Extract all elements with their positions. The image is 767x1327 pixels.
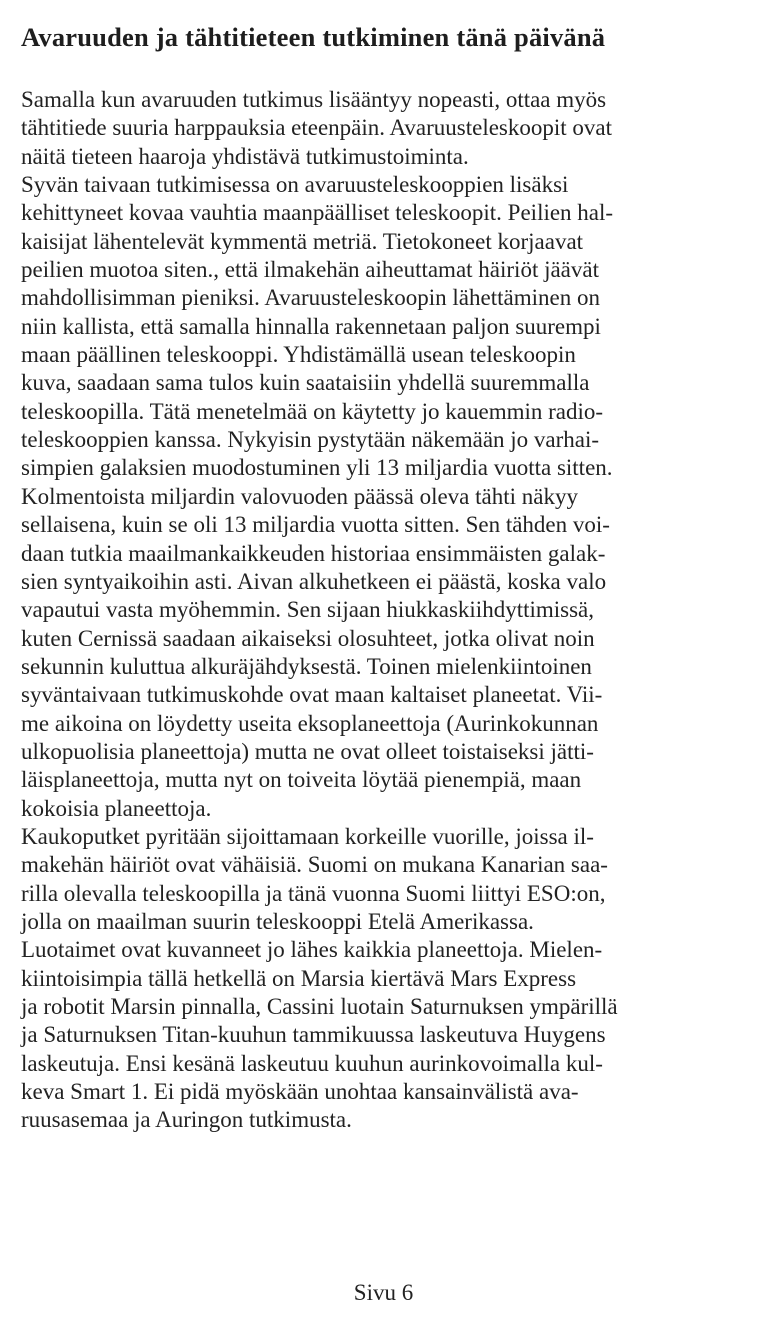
text-line: teleskooppien kanssa. Nykyisin pystytään näkemään jo varhai- [21, 427, 600, 453]
text-line: rilla olevalla teleskoopilla ja tänä vuonna Suomi liittyi ESO:on, [21, 880, 606, 906]
text-line: ja robotit Marsin pinnalla, Cassini luotain Saturnuksen ympärillä [21, 994, 618, 1019]
text-line: sekunnin kuluttua alkuräjähdyksestä. Toinen mielenkiintoinen [21, 653, 592, 679]
text-line: jolla on maailman suurin teleskooppi Etelä Amerikassa. [21, 908, 534, 934]
text-line: mahdollisimman pieniksi. Avaruusteleskoopin lähettäminen on [21, 285, 600, 311]
text-line: Kolmentoista miljardin valovuoden päässä oleva tähti näkyy [21, 483, 578, 509]
text-line: peilien muotoa siten., että ilmakehän aiheuttamat häiriöt jäävät [21, 257, 599, 283]
text-line: simpien galaksien muodostuminen yli 13 miljardia vuotta sitten. [21, 455, 613, 481]
document-title: Avaruuden ja tähtitieteen tutkiminen tänä päivänä [21, 22, 606, 52]
text-line: syväntaivaan tutkimuskohde ovat maan kaltaiset planeetat. Vii- [21, 682, 603, 708]
text-line: ja Saturnuksen Titan-kuuhun tammikuussa laskeutuva Huygens [21, 1022, 606, 1048]
text-line: Syvän taivaan tutkimisessa on avaruusteleskooppien lisäksi [21, 172, 569, 198]
text-line: Kaukoputket pyritään sijoittamaan korkeille vuorille, joissa il- [21, 823, 594, 849]
text-line: kokoisia planeettoja. [21, 795, 212, 821]
text-line: Luotaimet ovat kuvanneet jo lähes kaikkia planeettoja. Mielen- [21, 937, 603, 963]
text-line: vapautui vasta myöhemmin. Sen sijaan hiukkaskiihdyttimissä, [21, 597, 595, 623]
text-line: tähtitiede suuria harppauksia eteenpäin. Avaruusteleskoopit ovat [21, 115, 613, 141]
text-line: makehän häiriöt ovat vähäisiä. Suomi on mukana Kanarian saa- [21, 852, 608, 878]
text-line: teleskoopilla. Tätä menetelmää on käytetty jo kauemmin radio- [21, 398, 604, 424]
text-line: sien syntyaikoihin asti. Aivan alkuhetkeen ei päästä, koska valo [21, 568, 607, 594]
text-line: kiintoisimpia tällä hetkellä on Marsia kiertävä Mars Express [21, 965, 577, 991]
text-line: laskeutuja. Ensi kesänä laskeutuu kuuhun aurinkovoimalla kul- [21, 1050, 603, 1076]
text-line: kuva, saadaan sama tulos kuin saataisiin yhdellä suuremmalla [21, 370, 590, 396]
text-line: keva Smart 1. Ei pidä myöskään unohtaa kansainvälistä ava- [21, 1079, 579, 1105]
text-line: niin kallista, että samalla hinnalla rakennetaan paljon suurempi [21, 313, 601, 339]
text-line: daan tutkia maailmankaikkeuden historiaa ensimmäisten galak- [21, 540, 606, 566]
text-line: kehittyneet kovaa vauhtia maanpäälliset teleskoopit. Peilien hal- [21, 200, 614, 226]
text-line: me aikoina on löydetty useita eksoplaneettoja (Aurinkokunnan [21, 710, 599, 736]
text-line: ulkopuolisia planeettoja) mutta ne ovat olleet toistaiseksi jätti- [21, 738, 594, 764]
text-line: maan päällinen teleskooppi. Yhdistämällä usean teleskoopin [21, 342, 576, 368]
text-line: kaisijat lähentelevät kymmentä metriä. Tietokoneet korjaavat [21, 228, 584, 254]
text-line: kuten Cernissä saadaan aikaiseksi olosuhteet, jotka olivat noin [21, 625, 595, 651]
text-line: sellaisena, kuin se oli 13 miljardia vuotta sitten. Sen tähden voi- [21, 512, 610, 538]
text-line: näitä tieteen haaroja yhdistävä tutkimustoiminta. [21, 143, 469, 169]
page-number: Sivu 6 [353, 1280, 414, 1305]
body-text [21, 86, 741, 1135]
text-line: Samalla kun avaruuden tutkimus lisääntyy nopeasti, ottaa myös [21, 87, 607, 112]
text-line: läisplaneettoja, mutta nyt on toiveita löytää pienempiä, maan [21, 767, 582, 793]
text-line: ruusasemaa ja Auringon tutkimusta. [21, 1107, 352, 1133]
